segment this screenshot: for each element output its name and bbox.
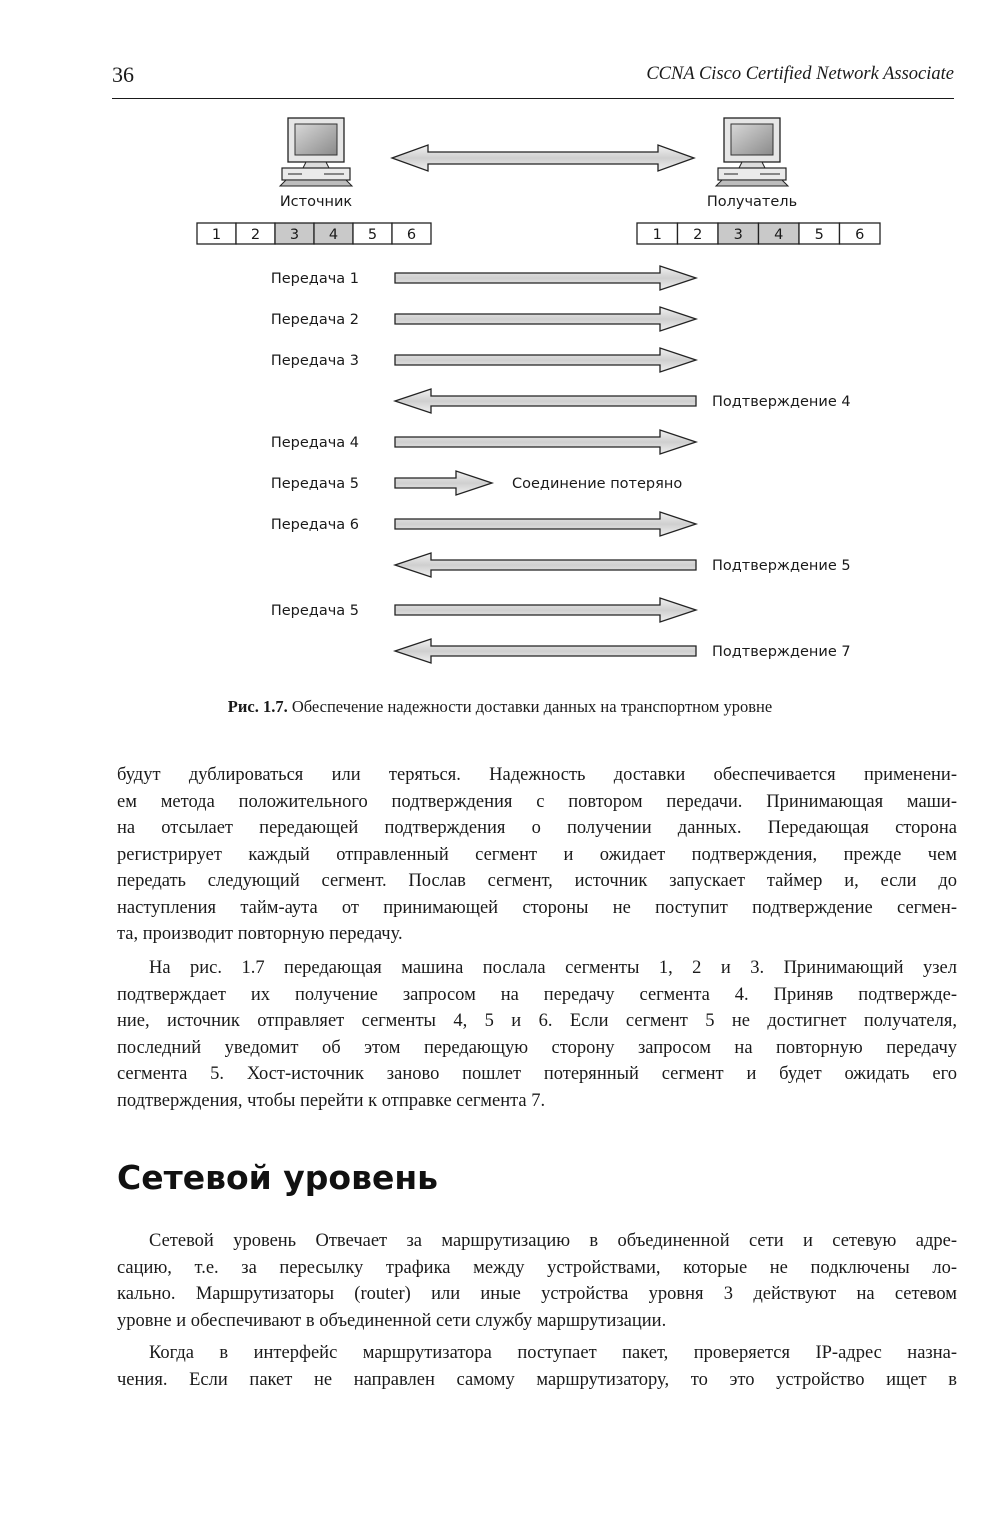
acknowledgement-arrow	[395, 389, 696, 413]
caption-text: Обеспечение надежности доставки данных на транспортном уровне	[291, 697, 773, 716]
segment-number: 5	[814, 227, 824, 243]
transmission-sequence	[271, 266, 851, 663]
segment-number: 2	[693, 227, 703, 243]
paragraph-1	[117, 762, 957, 948]
segment-number: 4	[328, 227, 339, 243]
segment-number: 1	[652, 227, 662, 243]
text-line: та, производит повторную передачу.	[117, 924, 403, 944]
acknowledgement-label: Подтверждение 7	[712, 644, 851, 660]
receiver-computer-icon	[716, 118, 788, 186]
text-line: будут дублироваться или теряться. Надежность доставки обеспечивается применени-	[117, 765, 957, 785]
text-line: наступления тайм-аута от принимающей стороны не поступит подтверждение сегмен-	[117, 897, 957, 918]
transmission-label: Передача 3	[270, 353, 359, 369]
acknowledgement-label: Подтверждение 4	[712, 394, 851, 410]
transmission-arrow	[395, 266, 696, 290]
page-number: 36	[112, 62, 134, 87]
segment-number: 5	[367, 227, 378, 243]
transmission-arrow	[395, 430, 696, 454]
segment-number: 3	[733, 227, 743, 243]
text-line: передать следующий сегмент. Послав сегмент, источник запускает таймер и, если до	[117, 871, 957, 891]
text-line: последний уведомит об этом передающую сторону запросом на повторную передачу	[117, 1037, 957, 1058]
section-title: Сетевой уровень	[117, 1158, 439, 1197]
figure-reliable-delivery	[0, 0, 1000, 690]
receiver-label: Получатель	[706, 194, 798, 210]
segment-number: 3	[289, 227, 300, 243]
transmission-label: Передача 5	[270, 603, 359, 619]
segment-number: 1	[211, 227, 222, 243]
transmission-arrow	[395, 512, 696, 536]
text-line: регистрирует каждый отправленный сегмент и ожидает подтверждения, прежде чем	[117, 844, 957, 865]
segment-number: 2	[250, 227, 261, 243]
caption-label: Рис. 1.7.	[227, 697, 288, 716]
transmission-label: Передача 5	[270, 476, 359, 492]
transmission-label: Передача 6	[270, 517, 359, 533]
transmission-label: Передача 1	[270, 271, 359, 287]
transmission-label: Передача 2	[270, 312, 359, 328]
acknowledgement-label: Подтверждение 5	[712, 558, 851, 574]
transmission-label: Передача 4	[270, 435, 359, 451]
transmission-arrow	[395, 307, 696, 331]
transmission-arrow	[395, 348, 696, 372]
transmission-arrow	[395, 471, 492, 495]
segment-number: 6	[406, 227, 417, 243]
text-line: подтверждает их получение запросом на передачу сегмента 4. Приняв подтвержде-	[117, 984, 957, 1005]
text-line: сегмента 5. Хост-источник заново пошлет потерянный сегмент и будет ожидать его	[117, 1064, 957, 1084]
segment-number: 4	[774, 227, 784, 243]
text-line: сацию, т.е. за пересылку трафика между устройствами, которые не подключены ло-	[117, 1257, 957, 1278]
source-segment-window	[197, 223, 431, 244]
text-line: чения. Если пакет не направлен самому маршрутизатору, то это устройство ищет в	[117, 1369, 957, 1390]
text-line: на отсылает передающей подтверждения о получении данных. Передающая сторона	[117, 818, 957, 838]
text-line: кально. Маршрутизаторы (router) или иные устройства уровня 3 действуют на сетевом	[117, 1284, 957, 1304]
receiver-segment-window	[637, 223, 880, 244]
paragraph-2	[117, 955, 957, 1114]
paragraph-4	[117, 1340, 957, 1393]
text-line: Когда в интерфейс маршрутизатора поступает пакет, проверяется IP-адрес назна-	[149, 1343, 957, 1363]
acknowledgement-arrow	[395, 639, 696, 663]
segment-number: 6	[855, 227, 865, 243]
text-line: ние, источник отправляет сегменты 4, 5 и 6. Если сегмент 5 не достигнет получателя,	[117, 1011, 957, 1031]
source-computer-icon	[280, 118, 352, 186]
connection-lost-note: Соединение потеряно	[512, 476, 683, 492]
acknowledgement-arrow	[395, 553, 696, 577]
transmission-arrow	[395, 598, 696, 622]
text-line: ем метода положительного подтверждения с повтором передачи. Принимающая маши-	[117, 791, 957, 812]
text-line: подтверждения, чтобы перейти к отправке сегмента 7.	[117, 1090, 546, 1111]
text-line: Сетевой уровень Отвечает за маршрутизацию в объединенной сети и сетевую адре-	[149, 1231, 957, 1251]
connection-double-arrow	[392, 145, 694, 171]
text-line: уровне и обеспечивают в объединенной сети службу маршрутизации.	[117, 1310, 667, 1331]
source-label: Источник	[279, 194, 353, 210]
figure-caption	[0, 697, 1000, 717]
text-line: На рис. 1.7 передающая машина послала сегменты 1, 2 и 3. Принимающий узел	[149, 958, 957, 978]
running-title: CCNA Cisco Certified Network Associate	[646, 64, 954, 84]
paragraph-3	[117, 1228, 957, 1334]
